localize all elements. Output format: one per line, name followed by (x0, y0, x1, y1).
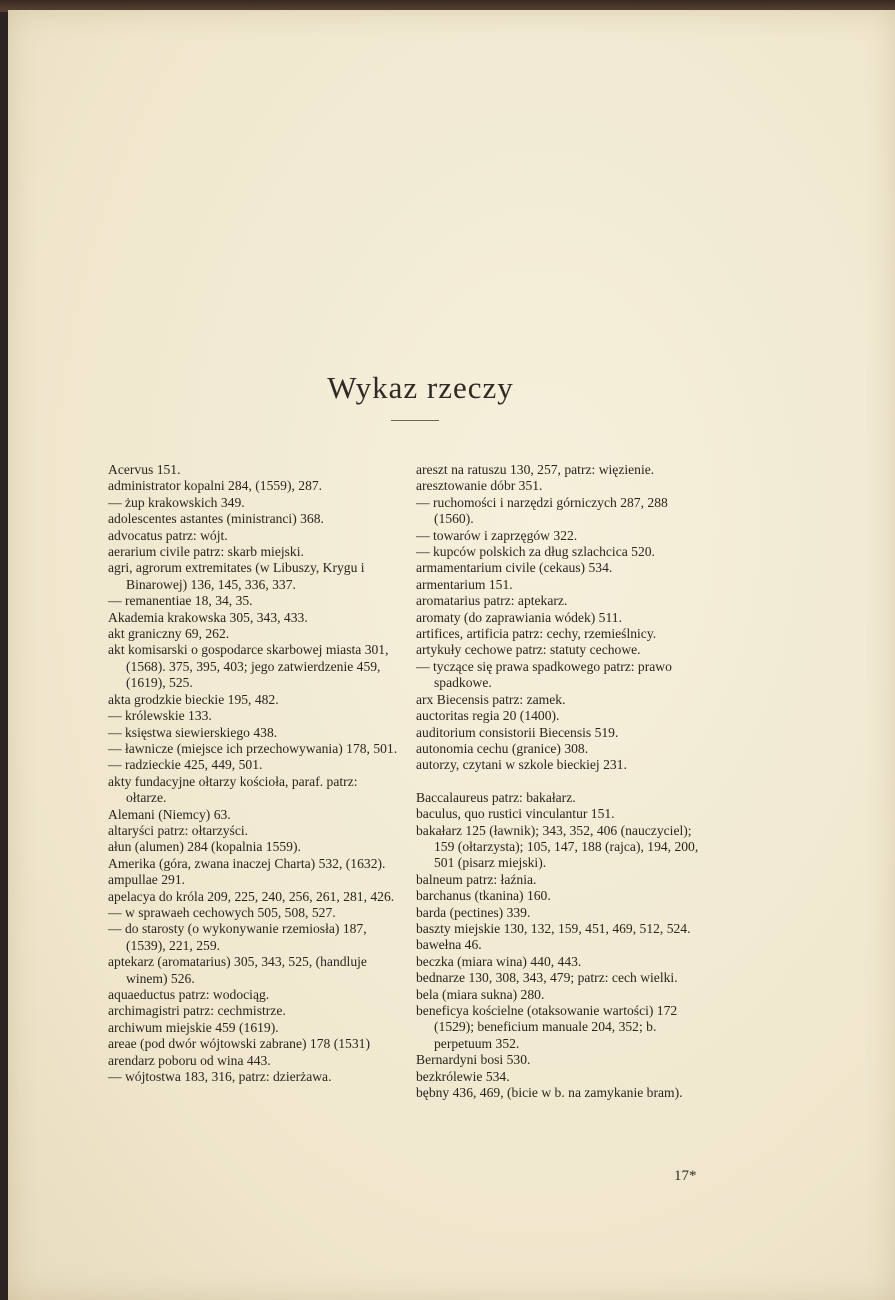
index-entry: Bernardyni bosi 530. (416, 1052, 531, 1068)
index-column-left (108, 462, 398, 1085)
index-entry: advocatus patrz: wójt. (108, 527, 228, 543)
index-entry: auditorium consistorii Biecensis 519. (416, 724, 619, 740)
page-number: 17* (674, 1168, 697, 1184)
index-entry: administrator kopalni 284, (1559), 287. (108, 478, 323, 494)
index-entry: autonomia cechu (granice) 308. (416, 740, 589, 756)
index-entry: akta grodzkie bieckie 195, 482. (108, 691, 279, 707)
index-entry: beczka (miara wina) 440, 443. (416, 953, 582, 969)
index-entry: armentarium 151. (416, 576, 513, 592)
index-entry: armamentarium civile (cekaus) 534. (416, 560, 613, 576)
index-entry: — tyczące się prawa spadkowego patrz: prawo spadkowe. (416, 658, 672, 691)
index-entry: aromatarius patrz: aptekarz. (416, 593, 568, 609)
index-entry: — towarów i zaprzęgów 322. (416, 527, 578, 543)
index-entry: — kupców polskich za dług szlachcica 520. (416, 544, 655, 560)
index-entry: — remanentiae 18, 34, 35. (108, 593, 253, 609)
index-entry: Acervus 151. (108, 462, 181, 477)
index-entry: aromaty (do zaprawiania wódek) 511. (416, 609, 622, 625)
title-divider (391, 420, 439, 421)
section-gap (416, 774, 706, 790)
index-entry: bednarze 130, 308, 343, 479; patrz: cech wielki. (416, 970, 678, 986)
index-entry: akt graniczny 69, 262. (108, 626, 230, 642)
index-entry: Alemani (Niemcy) 63. (108, 806, 231, 822)
index-entry: — księstwa siewierskiego 438. (108, 724, 278, 740)
index-entry: aquaeductus patrz: wodociąg. (108, 987, 270, 1002)
index-entry: — w sprawaeh cechowych 505, 508, 527. (108, 904, 336, 920)
index-entry: archimagistri patrz: cechmistrze. (108, 1003, 286, 1019)
index-entry: bębny 436, 469, (bicie w b. na zamykanie bram). (416, 1085, 683, 1101)
index-entry: — radzieckie 425, 449, 501. (108, 757, 263, 773)
index-entry: apelacya do króla 209, 225, 240, 256, 261, 281, 426. (108, 888, 395, 904)
index-entry: barchanus (tkanina) 160. (416, 888, 551, 904)
index-entry: archiwum miejskie 459 (1619). (108, 1019, 279, 1035)
index-entry: bezkrólewie 534. (416, 1068, 510, 1084)
index-entry: — ławnicze (miejsce ich przechowywania) 178, 501. (108, 740, 398, 756)
index-entry: arx Biecensis patrz: zamek. (416, 691, 566, 707)
index-entry: akt komisarski o gospodarce skarbowej miasta 301, (1568). 375, 395, 403; jego zatwierdzenie 459, (1619), 525. (108, 642, 389, 691)
index-entry: Akademia krakowska 305, 343, 433. (108, 609, 308, 625)
index-column-right (416, 462, 706, 1101)
index-entry: adolescentes astantes (ministranci) 368. (108, 511, 324, 527)
index-entry: areszt na ratuszu 130, 257, patrz: więzienie. (416, 462, 655, 477)
index-entry: agri, agrorum extremitates (w Libuszy, Krygu i Binarowej) 136, 145, 336, 337. (108, 560, 365, 592)
index-entry: bakałarz 125 (ławnik); 343, 352, 406 (nauczyciel); 159 (ołtarzysta); 105, 147, 188 (rajca), 194, 200, 501 (pisarz miejski). (416, 822, 699, 871)
index-entry: ałun (alumen) 284 (kopalnia 1559). (108, 839, 301, 855)
index-entry: arendarz poboru od wina 443. (108, 1052, 271, 1068)
index-entry: aerarium civile patrz: skarb miejski. (108, 544, 304, 560)
index-entry: bela (miara sukna) 280. (416, 986, 545, 1002)
index-entry: baszty miejskie 130, 132, 159, 451, 469, 512, 524. (416, 920, 691, 936)
index-entry: altaryści patrz: ołtarzyści. (108, 822, 249, 838)
index-entry: — ruchomości i narzędzi górniczych 287, 288 (1560). (416, 494, 668, 527)
index-entry: Baccalaureus patrz: bakałarz. (416, 789, 576, 805)
index-entry: artifices, artificia patrz: cechy, rzemieślnicy. (416, 626, 657, 642)
index-entry: ampullae 291. (108, 872, 186, 888)
index-entry: balneum patrz: łaźnia. (416, 871, 537, 887)
index-entry: — żup krakowskich 349. (108, 494, 245, 510)
index-entry: artykuły cechowe patrz: statuty cechowe. (416, 642, 641, 658)
index-entry: — królewskie 133. (108, 708, 212, 724)
index-entry: akty fundacyjne ołtarzy kościoła, paraf. patrz: ołtarze. (108, 773, 358, 806)
index-entry: auctoritas regia 20 (1400). (416, 708, 560, 724)
index-entry: baculus, quo rustici vinculantur 151. (416, 806, 615, 822)
index-entry: — do starosty (o wykonywanie rzemiosła) 187, (1539), 221, 259. (108, 921, 367, 953)
index-entry: Amerika (góra, zwana inaczej Charta) 532, (1632). (108, 855, 386, 871)
index-entry: aresztowanie dóbr 351. (416, 478, 543, 494)
index-entry: beneficya kościelne (otaksowanie wartości) 172 (1529); beneficium manuale 204, 352; b. perpetuum 352. (416, 1003, 678, 1051)
page-title: Wykaz rzeczy (327, 370, 514, 405)
index-entry: barda (pectines) 339. (416, 904, 531, 920)
index-entry: autorzy, czytani w szkole bieckiej 231. (416, 757, 627, 773)
index-entry: areae (pod dwór wójtowski zabrane) 178 (1531) (108, 1036, 370, 1052)
index-entry: aptekarz (aromatarius) 305, 343, 525, (handluje winem) 526. (108, 954, 367, 986)
index-entry: — wójtostwa 183, 316, patrz: dzierżawa. (108, 1069, 332, 1085)
index-entry: bawełna 46. (416, 937, 482, 953)
book-page (8, 10, 895, 1300)
